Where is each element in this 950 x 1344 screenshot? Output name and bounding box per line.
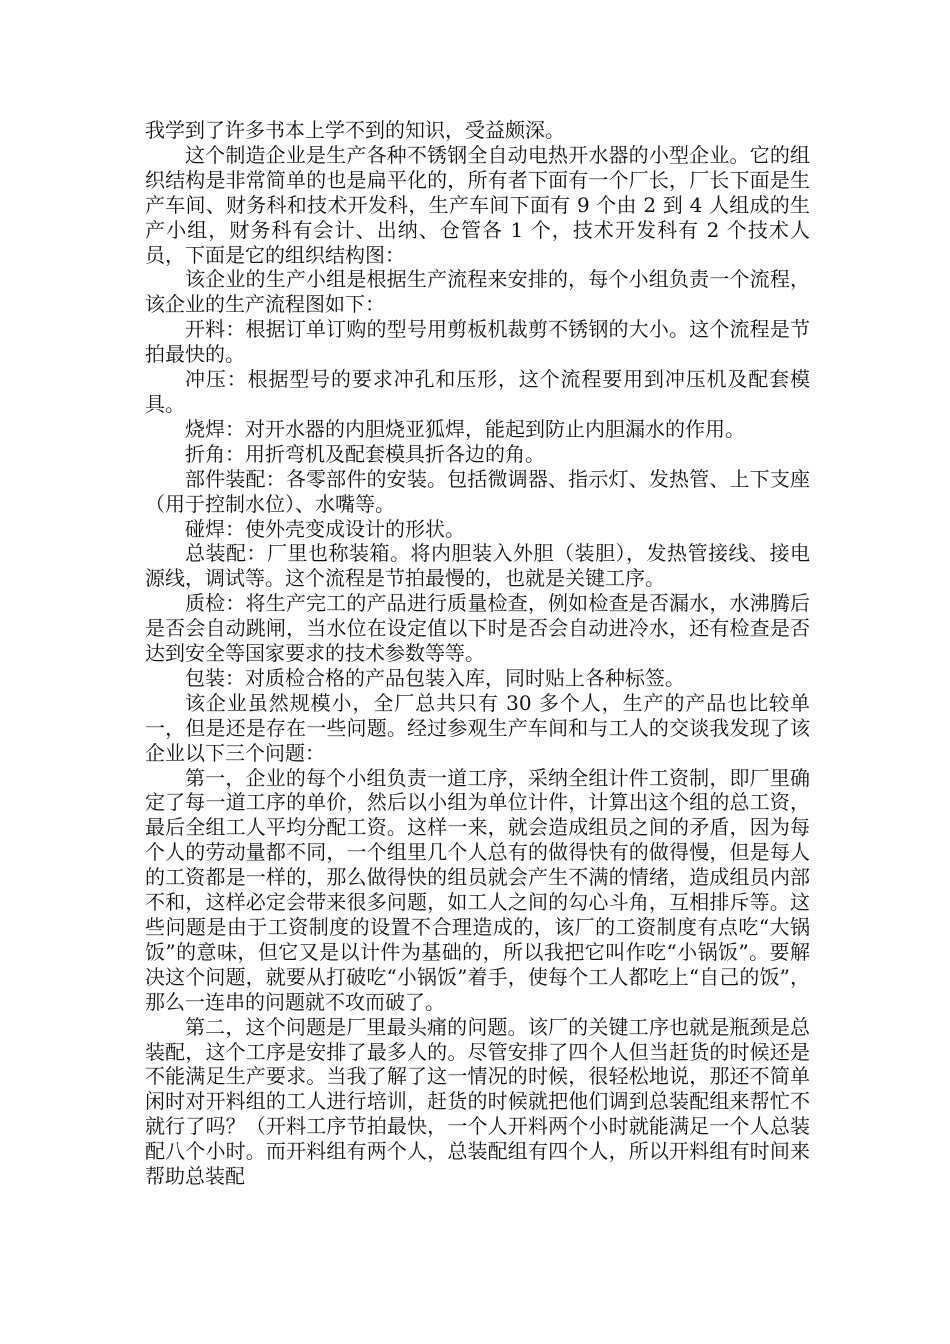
paragraph-step-spot-welding: 碰焊：使外壳变成设计的形状。 (185, 516, 465, 541)
paragraph-step-bending: 折角：用折弯机及配套模具折各边的角。 (185, 441, 545, 466)
paragraph-problems-intro: 该企业虽然规模小，全厂总共只有 30 多个人，生产的产品也比较单一，但是还是存在一些问题。经过参观生产车间和与工人的交谈我发现了该企业以下三个问题： (145, 690, 810, 765)
document-page (145, 118, 810, 1189)
paragraph-step-final-assembly: 总装配：厂里也称装箱。将内胆装入外胆（装胆），发热管接线、接电源线，调试等。这个流程是节拍最慢的，也就是关键工序。 (145, 541, 810, 591)
paragraph-production-groups: 该企业的生产小组是根据生产流程来安排的，每个小组负责一个流程，该企业的生产流程图如下： (145, 267, 810, 317)
paragraph-step-part-assembly: 部件装配：各零部件的安装。包括微调器、指示灯、发热管、上下支座（用于控制水位）、水嘴等。 (145, 466, 810, 516)
paragraph-step-cutting: 开料：根据订单订购的型号用剪板机裁剪不锈钢的大小。这个流程是节拍最快的。 (145, 317, 810, 367)
paragraph-step-packaging: 包装：对质检合格的产品包装入库，同时贴上各种标签。 (185, 665, 685, 690)
paragraph-intro-continuation: 我学到了许多书本上学不到的知识，受益颇深。 (145, 118, 565, 142)
paragraph-problem-two: 第二，这个问题是厂里最头痛的问题。该厂的关键工序也就是瓶颈是总装配，这个工序是安排了最多人的。尽管安排了四个人但当赶货的时候还是不能满足生产要求。当我了解了这一情况的时候，很轻松地说，那还不简单闲时对开料组的工人进行培训，赶货的时候就把他们调到总装配组来帮忙不就行了吗？（开料工序节拍最快，一个人开料两个小时就能满足一个人总装配八个小时。而开料组有两个人，总装配组有四个人，所以开料组有时间来帮助总装配 (145, 1014, 810, 1189)
paragraph-step-quality-check: 质检：将生产完工的产品进行质量检查，例如检查是否漏水，水沸腾后是否会自动跳闸，当水位在设定值以下时是否会自动进冷水，还有检查是否达到安全等国家要求的技术参数等等。 (145, 591, 810, 666)
paragraph-org-structure: 这个制造企业是生产各种不锈钢全自动电热开水器的小型企业。它的组织结构是非常简单的也是扁平化的，所有者下面有一个厂长，厂长下面是生产车间、财务科和技术开发科，生产车间下面有 9 个由 2 到 4 人组成的生产小组，财务科有会计、出纳、仓管各 1 个，技术开发科有 2 个技术人员，下面是它的组织结构图： (145, 142, 810, 267)
paragraph-step-stamping: 冲压：根据型号的要求冲孔和压形，这个流程要用到冲压机及配套模具。 (145, 367, 810, 416)
paragraph-problem-one: 第一，企业的每个小组负责一道工序，采纳全组计件工资制，即厂里确定了每一道工序的单价，然后以小组为单位计件，计算出这个组的总工资，最后全组工人平均分配工资。这样一来，就会造成组员之间的矛盾，因为每个人的劳动量都不同，一个组里几个人总有的做得快有的做得慢，但是每人的工资都是一样的，那么做得快的组员就会产生不满的情绪，造成组员内部不和，这样必定会带来很多问题，如工人之间的勾心斗角，互相排斥等。这些问题是由于工资制度的设置不合理造成的，该厂的工资制度有点吃“大锅饭”的意味，但它又是以计件为基础的，所以我把它叫作吃“小锅饭”。要解决这个问题，就要从打破吃“小锅饭”着手，使每个工人都吃上“自己的饭”，那么一连串的问题就不攻而破了。 (145, 765, 810, 1014)
paragraph-step-welding: 烧焊：对开水器的内胆烧亚狐焊，能起到防止内胆漏水的作用。 (185, 416, 745, 441)
